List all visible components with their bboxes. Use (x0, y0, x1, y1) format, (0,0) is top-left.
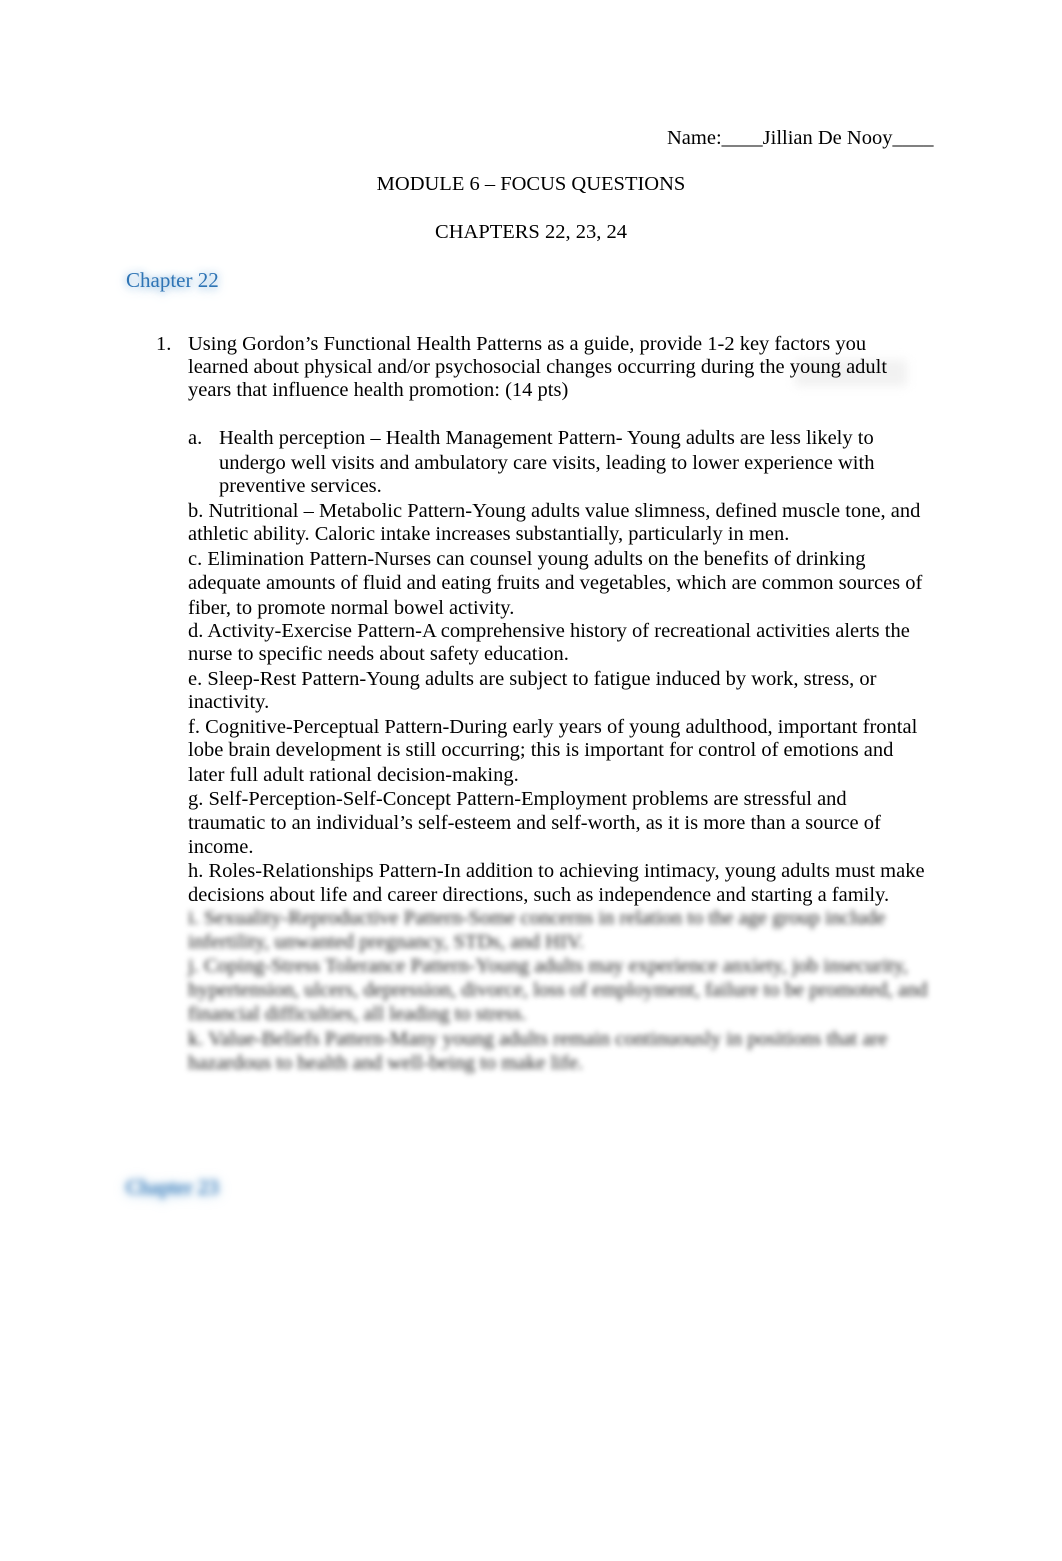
answer-j-line-blurred: financial difficulties, all leading to stress. (188, 1003, 527, 1025)
answer-a-label: a. (188, 427, 203, 449)
module-title: MODULE 6 – FOCUS QUESTIONS (376, 173, 686, 195)
answer-e-line: inactivity. (188, 691, 270, 713)
answer-k-line-blurred: k. Value-Beliefs Pattern-Many young adults remain continuously in positions that are (188, 1028, 888, 1050)
answer-a-line: undergo well visits and ambulatory care visits, leading to lower experience with (219, 452, 875, 474)
answer-h-line: h. Roles-Relationships Pattern-In addition to achieving intimacy, young adults must make (188, 860, 925, 882)
chapters-subtitle: CHAPTERS 22, 23, 24 (435, 221, 627, 243)
answer-g-line: traumatic to an individual’s self-esteem and self-worth, as it is more than a source of (188, 812, 881, 834)
student-name-line: Name:____Jillian De Nooy____ (667, 127, 934, 149)
answer-c-line: fiber, to promote normal bowel activity. (188, 597, 515, 619)
answer-b-line: b. Nutritional – Metabolic Pattern-Young adults value slimness, defined muscle tone, and (188, 500, 921, 522)
chapter-23-heading-blurred: Chapter 23 (126, 1175, 219, 1199)
answer-g-line: income. (188, 836, 254, 858)
answer-i-line-blurred: i. Sexuality-Reproductive Pattern-Some concerns in relation to the age group include (188, 907, 886, 929)
answer-e-line: e. Sleep-Rest Pattern-Young adults are subject to fatigue induced by work, stress, or (188, 668, 877, 690)
answer-h-line: decisions about life and career directions, such as independence and starting a family. (188, 884, 890, 906)
answer-c-line: c. Elimination Pattern-Nurses can counsel young adults on the benefits of drinking (188, 548, 866, 570)
answer-j-line-blurred: hypertension, ulcers, depression, divorce, loss of employment, failure to be promoted, and (188, 979, 928, 1001)
question-text-line: learned about physical and/or psychosocial changes occurring during the young adult (188, 356, 888, 378)
question-text-line: Using Gordon’s Functional Health Patterns as a guide, provide 1-2 key factors you (188, 333, 867, 355)
answer-j-line-blurred: j. Coping-Stress Tolerance Pattern-Young adults may experience anxiety, job insecurity, (188, 955, 908, 977)
question-number: 1. (156, 333, 172, 355)
answer-f-line: lobe brain development is still occurring; this is important for control of emotions and (188, 739, 894, 761)
answer-d-line: nurse to specific needs about safety education. (188, 643, 569, 665)
answer-g-line: g. Self-Perception-Self-Concept Pattern-Employment problems are stressful and (188, 788, 847, 810)
answer-i-line-blurred: infertility, unwanted pregnancy, STDs, and HIV. (188, 931, 585, 953)
answer-k-line-blurred: hazardous to health and well-being to make life. (188, 1052, 584, 1074)
answer-a-line: Health perception – Health Management Pattern- Young adults are less likely to (219, 427, 874, 449)
answer-f-line: later full adult rational decision-making. (188, 764, 519, 786)
question-text-line: years that influence health promotion: (14 pts) (188, 379, 569, 401)
chapter-22-heading: Chapter 22 (126, 268, 219, 292)
answer-f-line: f. Cognitive-Perceptual Pattern-During early years of young adulthood, important frontal (188, 716, 918, 738)
answer-b-line: athletic ability. Caloric intake increases substantially, particularly in men. (188, 523, 790, 545)
answer-d-line: d. Activity-Exercise Pattern-A comprehensive history of recreational activities alerts the (188, 620, 910, 642)
answer-c-line: adequate amounts of fluid and eating fruits and vegetables, which are common sources of (188, 572, 923, 594)
answer-a-line: preventive services. (219, 475, 382, 497)
